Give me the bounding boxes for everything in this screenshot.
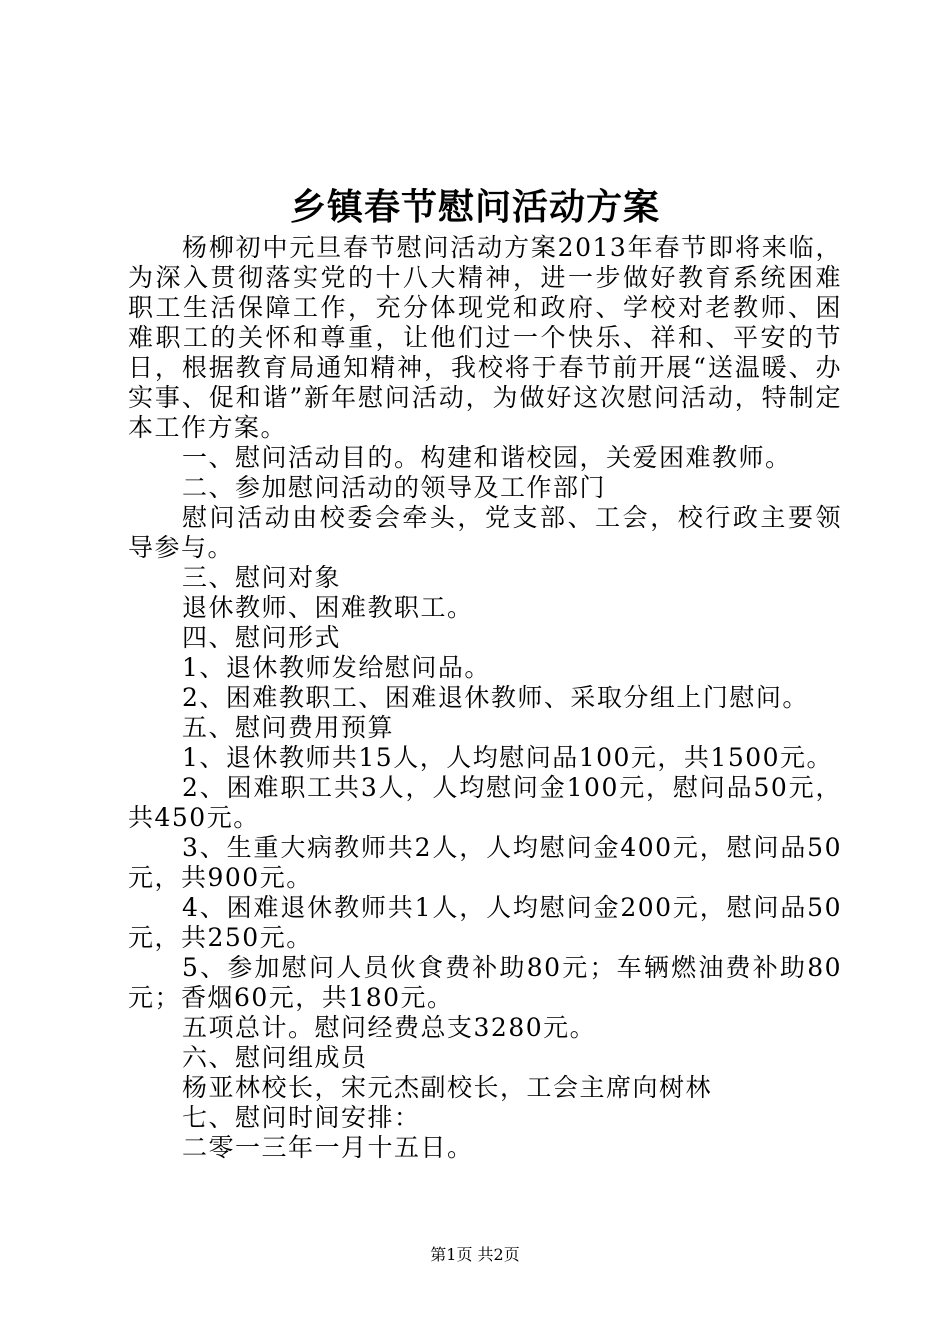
- section-form-item-2: 2、困难教职工、困难退休教师、采取分组上门慰问。: [182, 683, 809, 712]
- section-members-text: 杨亚林校长，宋元杰副校长，工会主席向树林: [182, 1073, 713, 1102]
- section-leadership-text: 慰问活动由校委会牵头，党支部、工会，校行政主要领导参与。: [128, 503, 842, 562]
- section-purpose: 一、慰问活动目的。构建和谐校园，关爱困难教师。: [182, 443, 792, 472]
- page-footer: 第1页 共2页: [430, 1245, 520, 1264]
- section-budget-item-1: 1、退休教师共15人，人均慰问品100元，共1500元。: [182, 743, 834, 772]
- document-body: [128, 233, 842, 1163]
- section-budget-item-5: 5、参加慰问人员伙食费补助80元；车辆燃油费补助80元；香烟60元，共180元。: [128, 953, 842, 1012]
- section-members-heading: 六、慰问组成员: [182, 1043, 368, 1072]
- section-budget-heading: 五、慰问费用预算: [182, 713, 395, 742]
- section-schedule-text: 二零一三年一月十五日。: [182, 1133, 474, 1162]
- section-form-heading: 四、慰问形式: [182, 623, 342, 652]
- section-targets-heading: 三、慰问对象: [182, 563, 342, 592]
- section-budget-item-3: 3、生重大病教师共2人，人均慰问金400元，慰问品50元，共900元。: [128, 833, 842, 892]
- section-targets-text: 退休教师、困难教职工。: [182, 593, 474, 622]
- section-leadership-heading: 二、参加慰问活动的领导及工作部门: [182, 473, 607, 502]
- section-form-item-1: 1、退休教师发给慰问品。: [182, 653, 491, 682]
- document-title: 乡镇春节慰问活动方案: [289, 186, 660, 228]
- section-budget-item-4: 4、困难退休教师共1人，人均慰问金200元，慰问品50元，共250元。: [128, 893, 842, 952]
- section-budget-total: 五项总计。慰问经费总支3280元。: [182, 1013, 597, 1042]
- intro-paragraph: 杨柳初中元旦春节慰问活动方案2013年春节即将来临，为深入贯彻落实党的十八大精神，进一步做好教育系统困难职工生活保障工作，充分体现党和政府、学校对老教师、困难职工的关怀和尊重，让他们过一个快乐、祥和、平安的节日，根据教育局通知精神，我校将于春节前开展“送温暖、办实事、促和谐”新年慰问活动，为做好这次慰问活动，特制定本工作方案。: [128, 233, 842, 442]
- section-schedule-heading: 七、慰问时间安排：: [182, 1103, 421, 1132]
- section-budget-item-2: 2、困难职工共3人，人均慰问金100元，慰问品50元，共450元。: [128, 773, 842, 832]
